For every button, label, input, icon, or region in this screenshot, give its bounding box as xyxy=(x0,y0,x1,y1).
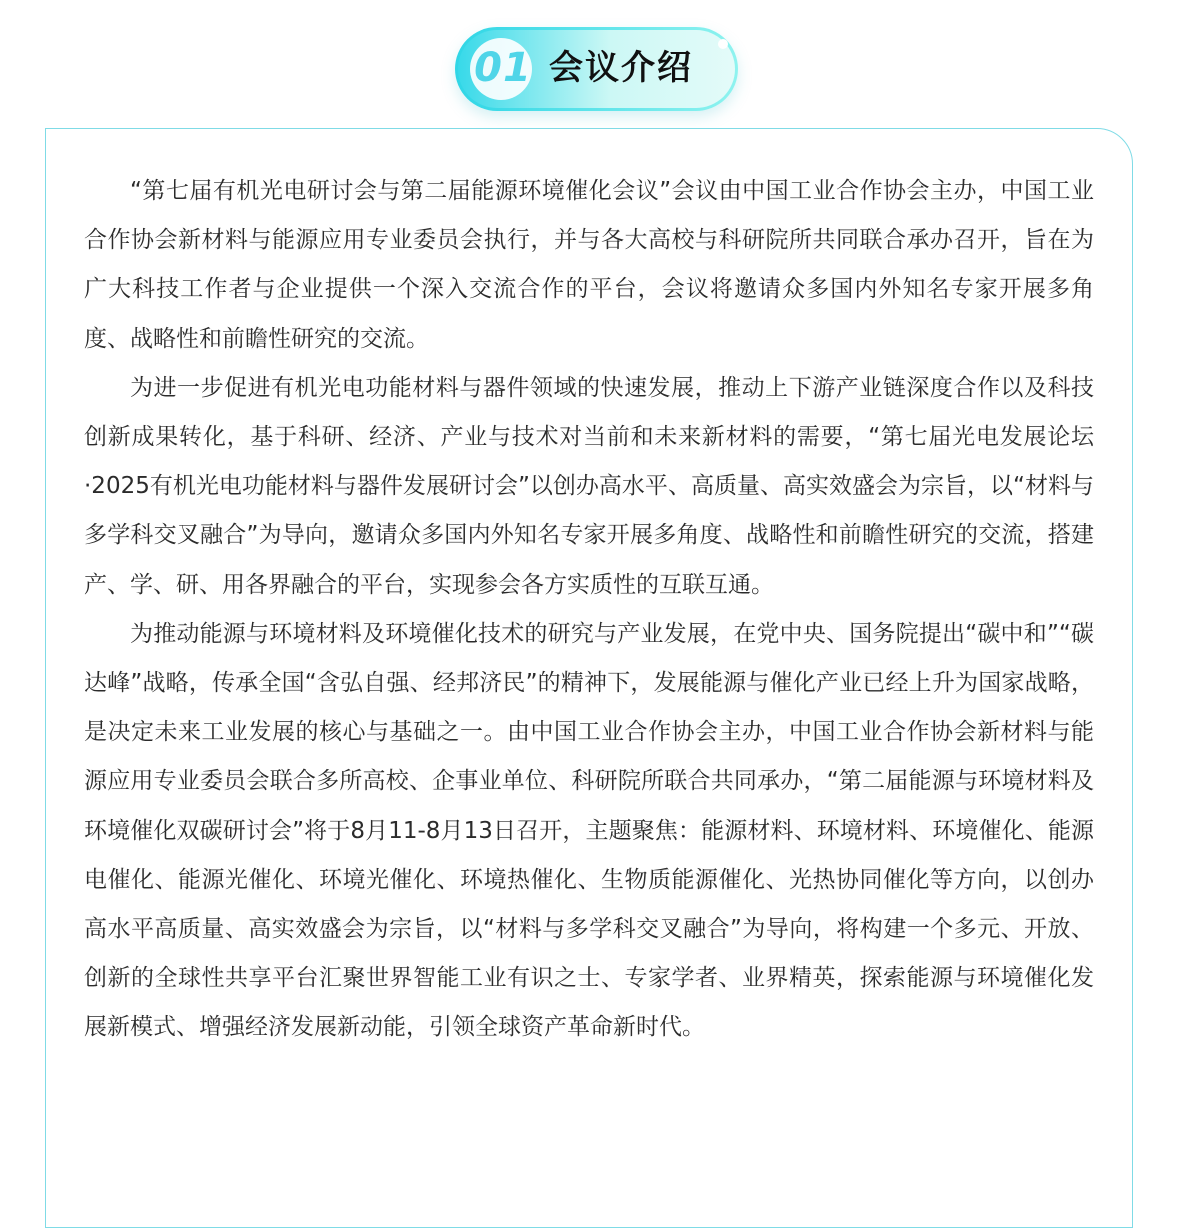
section-number: 01 xyxy=(474,45,532,91)
paragraph-2: 为进一步促进有机光电功能材料与器件领域的快速发展，推动上下游产业链深度合作以及科技创新成果转化，基于科研、经济、产业与技术对当前和未来新材料的需要，“第七届光电发展论坛·2025有机光电功能材料与器件发展研讨会”以创办高水平、高质量、高实效盛会为宗旨，以“材料与多学科交叉融合”为导向，邀请众多国内外知名专家开展多角度、战略性和前瞻性研究的交流，搭建产、学、研、用各界融合的平台，实现参会各方实质性的互联互通。 xyxy=(84,374,1094,598)
section-badge xyxy=(455,27,738,111)
paragraph-1: “第七届有机光电研讨会与第二届能源环境催化会议”会议由中国工业合作协会主办，中国工业合作协会新材料与能源应用专业委员会执行，并与各大高校与科研院所共同联合承办召开，旨在为广大科技工作者与企业提供一个深入交流合作的平台，会议将邀请众多国内外知名专家开展多角度、战略性和前瞻性研究的交流。 xyxy=(84,178,1094,352)
intro-text xyxy=(84,167,1094,1053)
section-title: 会议介绍 xyxy=(549,48,693,88)
paragraph-3: 为推动能源与环境材料及环境催化技术的研究与产业发展，在党中央、国务院提出“碳中和”“碳达峰”战略，传承全国“含弘自强、经邦济民”的精神下，发展能源与催化产业已经上升为国家战略，是决定未来工业发展的核心与基础之一。由中国工业合作协会主办，中国工业合作协会新材料与能源应用专业委员会联合多所高校、企事业单位、科研院所联合共同承办，“第二届能源与环境材料及环境催化双碳研讨会”将于8月11-8月13日召开，主题聚焦：能源材料、环境材料、环境催化、能源电催化、能源光催化、环境光催化、环境热催化、生物质能源催化、光热协同催化等方向，以创办高水平高质量、高实效盛会为宗旨，以“材料与多学科交叉融合”为导向，将构建一个多元、开放、创新的全球性共享平台汇聚世界智能工业有识之士、专家学者、业界精英，探索能源与环境催化发展新模式、增强经济发展新动能，引领全球资产革命新时代。 xyxy=(84,620,1094,1041)
badge-dot-icon xyxy=(718,39,728,49)
